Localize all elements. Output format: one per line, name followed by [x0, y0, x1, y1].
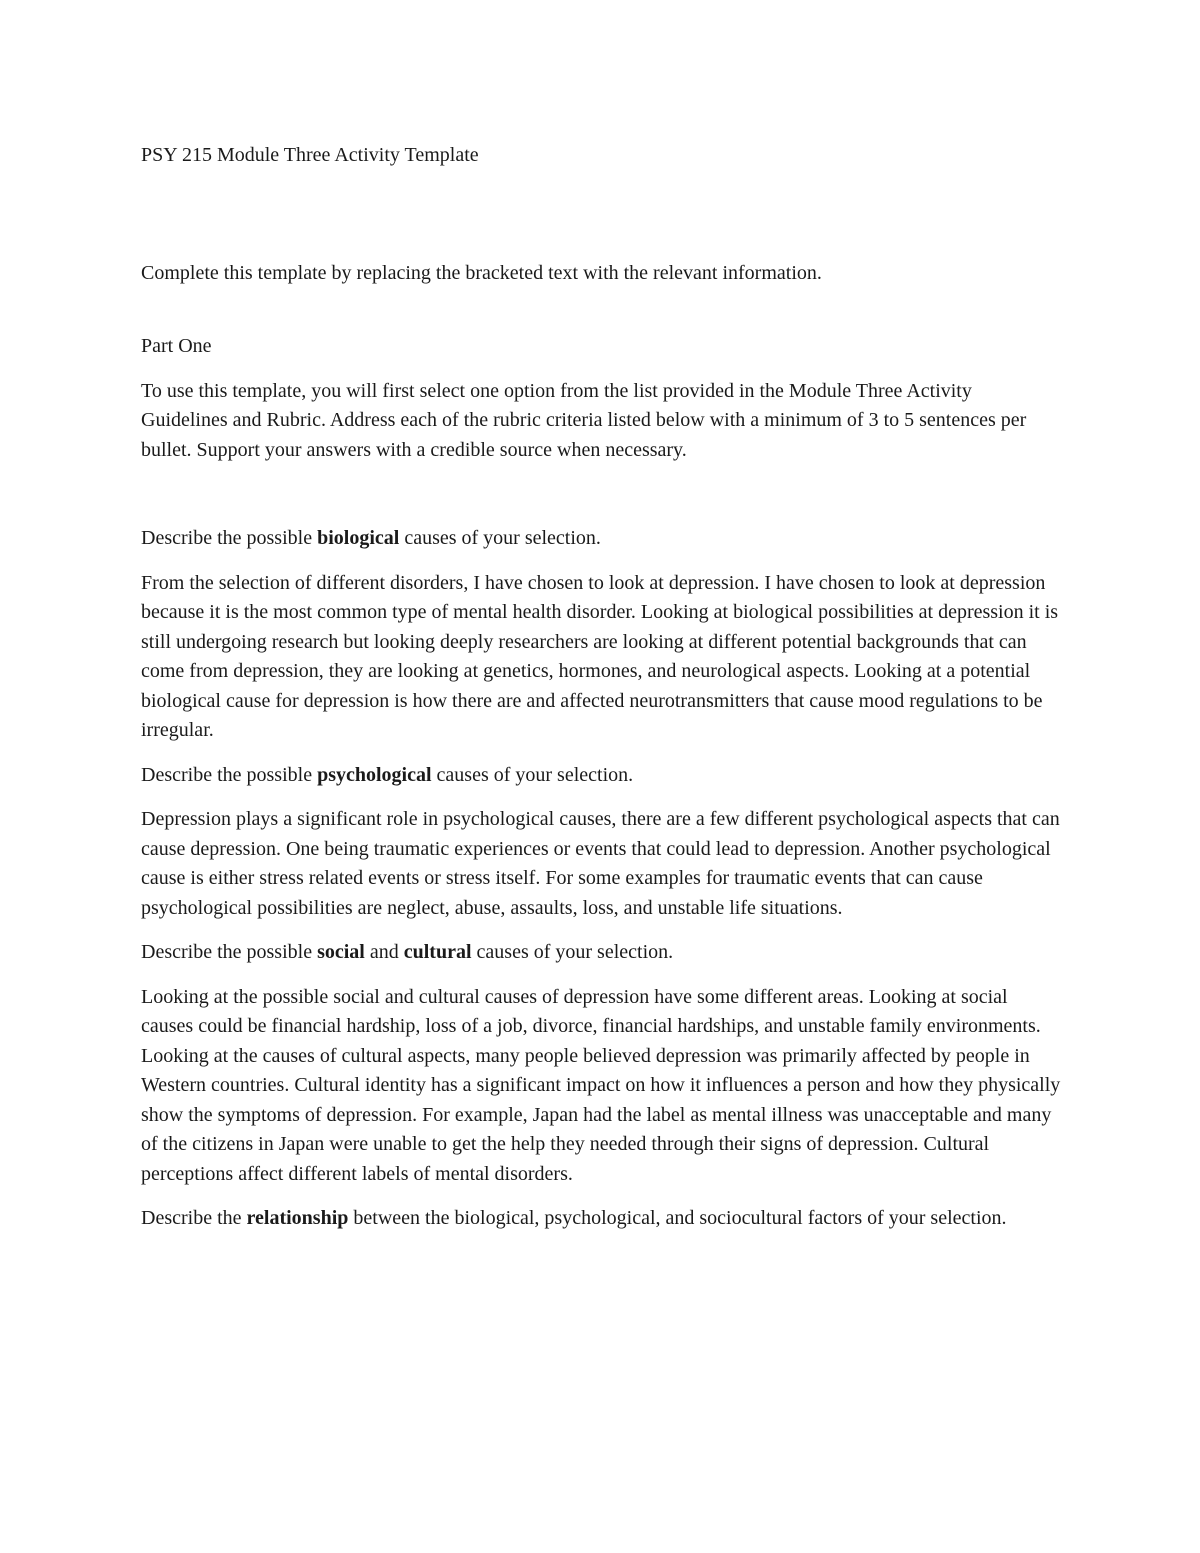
prompt-text: Describe the possible	[141, 527, 318, 549]
template-instructions: Complete this template by replacing the bracketed text with the relevant information.	[141, 261, 822, 284]
biological-answer: From the selection of different disorders, I have chosen to look at depression. I have chosen to look at depression because it is the most common type of mental health disorder. Looking at biological possibilities at depression it is still undergoing research but looking deeply researchers are looking at different potential backgrounds that can come from depression, they are looking at genetics, hormones, and neurological aspects. Looking at a potential biological cause for depression is how there are and affected neurotransmitters that cause mood regulations to be irregular.	[141, 571, 1059, 741]
prompt-text: Describe the	[141, 1207, 247, 1229]
biological-prompt	[141, 524, 1061, 554]
psychological-answer: Depression plays a significant role in psychological causes, there are a few different psychological aspects that can cause depression. One being traumatic experiences or events that could lead to depression. Another psychological cause is either stress related events or stress itself. For some examples for traumatic events that can cause psychological possibilities are neglect, abuse, assaults, loss, and unstable life situations.	[141, 808, 1060, 919]
prompt-text: causes of your selection.	[399, 527, 601, 549]
prompt-text: Describe the possible	[141, 763, 318, 786]
part-intro: To use this template, you will first select one option from the list provided in the Module Three Activity Guidelines and Rubric. Address each of the rubric criteria listed below with a minimum of 3 to 5 sentences per bullet. Support your answers with a credible source when necessary.	[141, 379, 1027, 461]
relationship-prompt	[141, 1204, 1061, 1234]
prompt-keyword: relationship	[246, 1207, 349, 1229]
prompt-keyword: psychological	[317, 763, 432, 786]
prompt-text: and	[364, 941, 404, 963]
prompt-keyword: social	[317, 941, 365, 963]
prompt-text: causes of your selection.	[431, 763, 634, 786]
prompt-keyword: cultural	[403, 941, 472, 963]
psychological-prompt	[141, 761, 1061, 791]
document-body	[141, 141, 1061, 1249]
social-cultural-prompt	[141, 938, 1061, 968]
document-title: PSY 215 Module Three Activity Template	[141, 144, 479, 166]
prompt-text: Describe the possible	[141, 941, 318, 963]
prompt-text: causes of your selection.	[471, 941, 674, 963]
social-cultural-answer: Looking at the possible social and cultural causes of depression have some different areas. Looking at social causes could be financial hardship, loss of a job, divorce, financial hardships, and unstable family environments. Looking at the causes of cultural aspects, many people believed depression was primarily affected by people in Western countries. Cultural identity has a significant impact on how it influences a person and how they physically show the symptoms of depression. For example, Japan had the label as mental illness was unacceptable and many of the citizens in Japan were unable to get the help they needed through their signs of depression. Cultural perceptions affect different labels of mental disorders.	[141, 985, 1061, 1185]
prompt-keyword: biological	[317, 527, 400, 549]
prompt-text: between the biological, psychological, and sociocultural factors of your selection.	[348, 1207, 1007, 1229]
part-heading: Part One	[141, 335, 212, 357]
